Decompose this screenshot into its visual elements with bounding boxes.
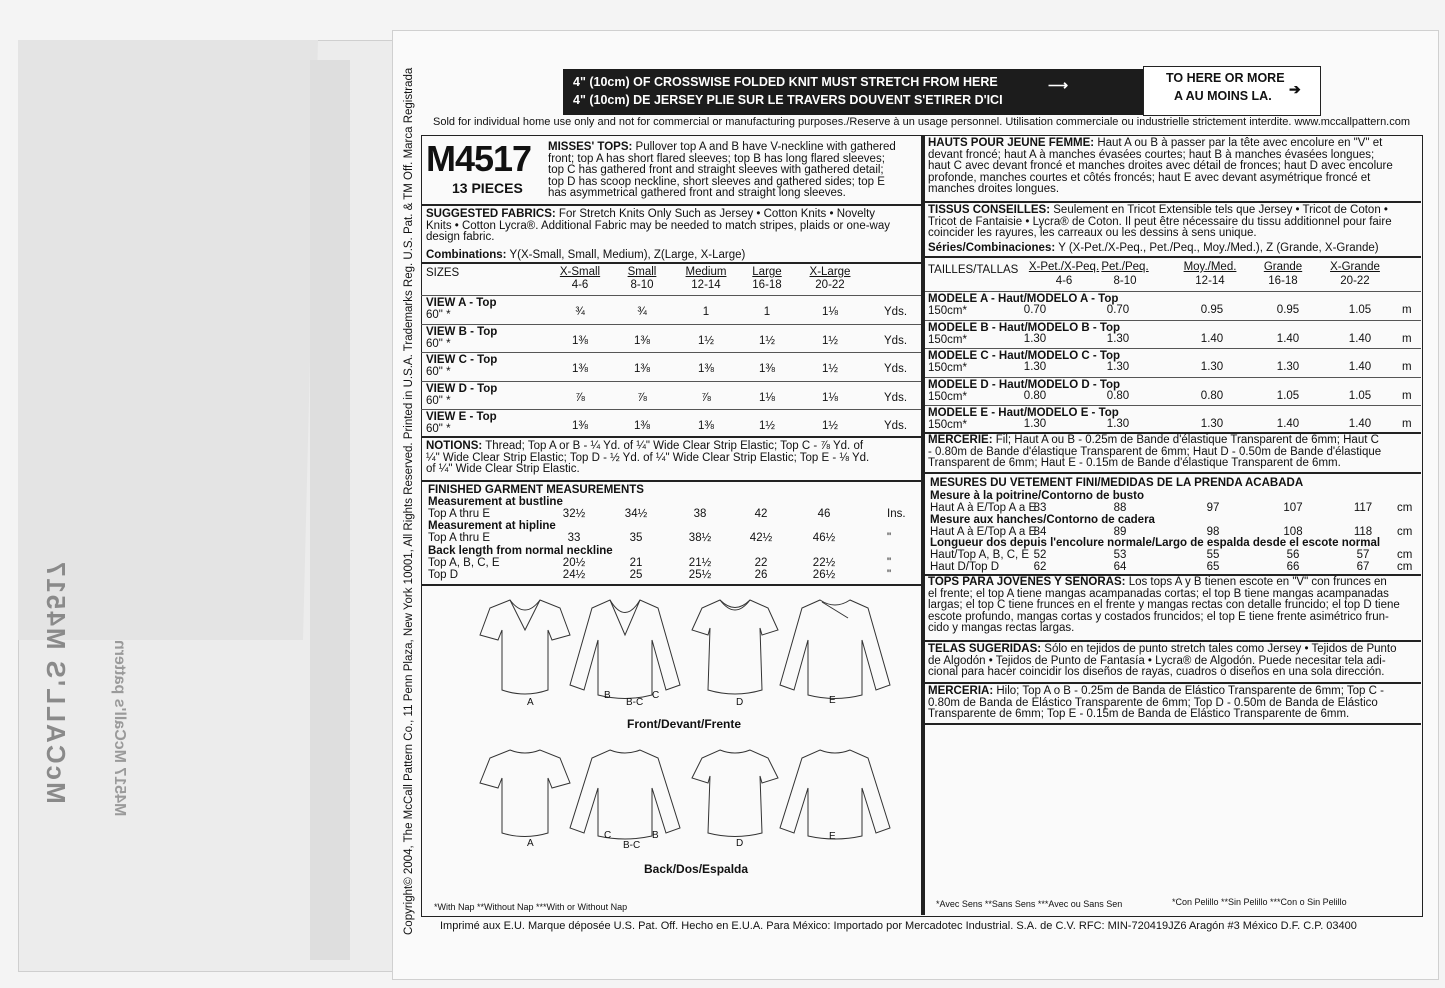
measure-value: 34½ bbox=[624, 508, 648, 520]
stretch-gauge-fr: 4" (10cm) DE JERSEY PLIE SUR LE TRAVERS DOUVENT S'ETIRER D'ICI bbox=[573, 93, 1003, 107]
en-view-yardage: 1 bbox=[702, 306, 710, 318]
stretch-gauge-en: 4" (10cm) OF CROSSWISE FOLDED KNIT MUST STRETCH FROM HERE bbox=[573, 75, 998, 89]
measure-value: 26 bbox=[754, 569, 768, 581]
fr-view-unit: m bbox=[1402, 389, 1412, 402]
en-view-unit: Yds. bbox=[884, 363, 908, 375]
measure-unit: Ins. bbox=[887, 508, 906, 520]
en-fabrics-line: design fabric. bbox=[426, 231, 495, 243]
fr-view-meters: 1.05 bbox=[1348, 389, 1372, 402]
en-notions-title: NOTIONS: bbox=[426, 440, 483, 452]
measure-value: 26½ bbox=[812, 569, 836, 581]
en-view-name: VIEW A - Top bbox=[426, 297, 497, 309]
en-view-yardage: 1½ bbox=[759, 334, 775, 347]
en-view-yardage: ⅞ bbox=[701, 391, 711, 404]
en-notions bbox=[426, 441, 916, 476]
measure-value: 42½ bbox=[749, 532, 773, 544]
top-bc-front-sketch bbox=[570, 600, 680, 699]
en-desc-line: front; top A has short flared sleeves; top B has long flared sleeves; bbox=[548, 152, 885, 165]
usage-notice: Sold for individual home use only and not for commercial or manufacturing purposes./Reserve à un usage personnel. Utilisation commerciale ou industrielle strictement interdite. www.mccallpattern.com bbox=[433, 116, 1411, 128]
fr-series bbox=[928, 242, 1379, 254]
fr-view-meters: 0.80 bbox=[1023, 389, 1047, 402]
fr-view-width: 150cm* bbox=[928, 419, 967, 431]
en-desc-line: Pullover top A and B have V-neckline with gathered bbox=[635, 141, 896, 153]
copyright-vertical: Copyright© 2004, The McCall Pattern Co., 11 Penn Plaza, New York 10001, All Rights Reserved. Printed in U.S.A. Trademarks Reg. U.S. Pat. & TM Off. Marca Registrada bbox=[403, 67, 415, 935]
rule bbox=[421, 262, 921, 264]
en-view-unit: Yds. bbox=[884, 420, 908, 432]
measure-unit: " bbox=[887, 569, 892, 581]
en-view-width: 60" * bbox=[426, 366, 451, 378]
en-view-yardage: ⅞ bbox=[637, 391, 647, 404]
back-caption: Back/Dos/Espalda bbox=[644, 862, 749, 876]
fr-view-width: 150cm* bbox=[928, 333, 967, 346]
row-rule bbox=[421, 295, 921, 296]
measure-label: Haut A à E/Top A a E bbox=[930, 502, 1037, 514]
en-view-width: 60" * bbox=[426, 423, 451, 435]
en-view-yardage: 1½ bbox=[698, 334, 714, 347]
measure-value: 66 bbox=[1286, 561, 1300, 573]
fr-view-meters: 1.40 bbox=[1348, 332, 1372, 345]
top-a-back-sketch bbox=[480, 750, 570, 837]
top-e-front-sketch bbox=[780, 600, 890, 699]
envelope-flap bbox=[18, 40, 318, 640]
fr-size-number: 20-22 bbox=[1340, 275, 1370, 287]
en-view-yardage: 1⅜ bbox=[634, 420, 650, 432]
en-size-number: 4-6 bbox=[571, 279, 589, 291]
fr-view-meters: 1.30 bbox=[1023, 418, 1047, 430]
row-rule bbox=[421, 409, 921, 410]
rule bbox=[925, 723, 1421, 725]
fr-view-unit: m bbox=[1402, 304, 1412, 316]
fr-view-meters: 1.30 bbox=[1023, 361, 1047, 373]
fr-series-title: Séries/Combinaciones: bbox=[928, 242, 1056, 254]
measure-value: 38 bbox=[693, 508, 707, 520]
fr-view-meters: 1.30 bbox=[1200, 418, 1224, 430]
measure-label: Top A thru E bbox=[428, 508, 491, 520]
es-merceria-title: MERCERIA: bbox=[928, 685, 994, 697]
es-tops-line: cido y mangas rectas largas. bbox=[928, 622, 1075, 634]
top-e-back-sketch bbox=[780, 750, 890, 839]
fr-view-name: MODELE C - Haut/MODELO C - Top bbox=[928, 350, 1121, 362]
rule bbox=[421, 436, 921, 438]
fr-view-meters: 1.30 bbox=[1023, 332, 1047, 345]
en-view-yardage: 1⅜ bbox=[698, 420, 714, 432]
fr-size-number: 12-14 bbox=[1195, 275, 1225, 287]
fr-mercerie-line: - 0.80m de Bande d'élastique Transparent de 6mm; Haut D - 0.50m de Bande d'élastique bbox=[928, 445, 1382, 458]
es-telas-line: Sólo en tejidos de punto stretch tales como Jersey • Tejidos de Punto bbox=[1044, 643, 1397, 655]
fr-view-unit: m bbox=[1402, 418, 1412, 430]
fr-view-meters: 0.95 bbox=[1200, 304, 1224, 316]
back-label-c: C bbox=[604, 830, 612, 841]
fr-view-width: 150cm* bbox=[928, 362, 967, 374]
fr-mercerie bbox=[928, 435, 1418, 470]
en-view-yardage: 1½ bbox=[822, 334, 838, 347]
fr-sens-note: *Avec Sens **Sans Sens ***Avec ou Sans Sen bbox=[936, 899, 1123, 909]
fr-view-meters: 1.30 bbox=[1106, 332, 1130, 345]
en-desc-title: MISSES' TOPS: bbox=[548, 141, 633, 153]
envelope-side bbox=[310, 60, 350, 960]
en-bust-title: Measurement at bustline bbox=[428, 496, 563, 508]
measure-value: 52 bbox=[1033, 549, 1047, 561]
measure-value: 42 bbox=[754, 508, 768, 520]
fr-view-width: 150cm* bbox=[928, 390, 967, 403]
fr-desc-line: profonde, manches courtes et côtés froncés; haut E avec devant asymétrique froncé et bbox=[928, 171, 1371, 184]
measure-value: 53 bbox=[1113, 549, 1127, 561]
column-divider bbox=[921, 135, 925, 915]
row-rule bbox=[925, 348, 1421, 349]
es-merceria-line: Hilo; Top A o B - 0.25m de Banda de Elástico Transparente de 6mm; Top C - bbox=[996, 685, 1384, 697]
fr-fabrics bbox=[928, 205, 1418, 240]
measure-unit: cm bbox=[1397, 561, 1413, 573]
fr-bust-title: Mesure à la poitrine/Contorno de busto bbox=[930, 490, 1145, 502]
fr-view-unit: m bbox=[1402, 361, 1412, 373]
measure-value: 89 bbox=[1113, 526, 1127, 538]
fr-desc-line: haut C avec devant froncé et manches droites avec détail de fronces; haut D avec encolure bbox=[928, 160, 1393, 172]
en-view-width: 60" * bbox=[426, 309, 451, 321]
fr-view-meters: 1.40 bbox=[1276, 332, 1300, 345]
measure-value: 22 bbox=[754, 557, 768, 569]
measure-unit: cm bbox=[1397, 549, 1413, 561]
fr-size-name: Pet./Peq. bbox=[1101, 261, 1149, 273]
measure-value: 56 bbox=[1286, 549, 1300, 561]
en-size-name: Large bbox=[752, 266, 782, 278]
arrow-right-icon: ➔ bbox=[1289, 81, 1301, 97]
en-view-yardage: ⅞ bbox=[575, 391, 585, 404]
fr-fabrics-title: TISSUS CONSEILLES: bbox=[928, 204, 1051, 216]
stretch-gauge-bar bbox=[563, 69, 1143, 115]
en-fabrics-line: For Stretch Knits Only Such as Jersey • Cotton Knits • Novelty bbox=[558, 208, 876, 220]
en-back-title: Back length from normal neckline bbox=[428, 545, 613, 557]
measure-value: 21 bbox=[629, 557, 643, 569]
en-size-number: 16-18 bbox=[752, 279, 782, 291]
fr-view-meters: 0.70 bbox=[1023, 304, 1047, 316]
fr-size-name: X-Grande bbox=[1330, 261, 1380, 273]
fr-view-meters: 1.40 bbox=[1348, 361, 1372, 373]
en-view-yardage: 1⅜ bbox=[572, 420, 588, 432]
stretch-arrow-icon: ⟶ bbox=[1048, 77, 1069, 93]
fr-back-title: Longueur dos depuis l'encolure normale/Largo de espalda desde el escote normal bbox=[930, 537, 1381, 549]
measure-value: 57 bbox=[1356, 549, 1370, 561]
fr-view-meters: 1.30 bbox=[1106, 361, 1130, 373]
import-notice: Imprimé aux E.U. Marque déposée U.S. Pat. Off. Hecho en E.U.A. Para México: Importado por Mercadotec Industrial. S.A. de C.V. RFC: MIN-720419JZ6 Aragón #3 México D.F. C.P. 03400 bbox=[440, 920, 1357, 932]
fr-fabrics-line: Seulement en Tricot Extensible tels que Jersey • Tricot de Coton • bbox=[1053, 204, 1388, 216]
en-view-yardage: ¾ bbox=[575, 306, 585, 318]
en-view-yardage: 1⅛ bbox=[822, 306, 838, 318]
fr-sizes-label: TAILLES/TALLAS bbox=[928, 264, 1019, 276]
en-desc-line: top C has gathered front and straight sleeves with gathered detail; bbox=[548, 164, 884, 176]
fr-view-meters: 0.95 bbox=[1276, 304, 1300, 316]
fr-view-meters: 1.40 bbox=[1348, 418, 1372, 430]
en-view-yardage: 1½ bbox=[822, 420, 838, 432]
measure-unit: " bbox=[887, 532, 892, 544]
measure-value: 97 bbox=[1206, 502, 1220, 514]
en-notions-line: of ¼" Wide Clear Strip Elastic. bbox=[426, 463, 580, 475]
row-rule bbox=[421, 381, 921, 382]
en-view-name: VIEW D - Top bbox=[426, 382, 498, 395]
row-rule bbox=[925, 405, 1421, 406]
fr-view-name: MODELE A - Haut/MODELO A - Top bbox=[928, 293, 1119, 305]
front-label-e: E bbox=[829, 695, 836, 706]
front-label-a: A bbox=[527, 697, 534, 708]
en-size-name: Medium bbox=[685, 266, 727, 278]
measure-label: Top A, B, C, E bbox=[428, 557, 500, 569]
measure-value: 20½ bbox=[562, 557, 586, 569]
back-view-sketches bbox=[470, 738, 910, 850]
fr-view-meters: 0.70 bbox=[1106, 304, 1130, 316]
measure-value: 24½ bbox=[562, 569, 586, 581]
es-tops-line: Los tops A y B tienen escote en "V" con frunces en bbox=[1128, 576, 1387, 588]
measure-value: 25½ bbox=[688, 569, 712, 581]
front-label-d: D bbox=[736, 697, 744, 708]
fr-desc-title: HAUTS POUR JEUNE FEMME: bbox=[928, 137, 1095, 149]
measure-value: 67 bbox=[1356, 561, 1370, 573]
front-label-c: C bbox=[652, 690, 660, 701]
row-rule bbox=[925, 320, 1421, 321]
es-telas-line: de Algodón • Tejidos de Punto de Fantasía • Lycra® de Algodón. Puede necesitar tela adi- bbox=[928, 654, 1386, 667]
en-notions-line: ¼" Wide Clear Strip Elastic; Top D - ½ Yd. of ¼" Wide Clear Strip Elastic; Top E - ⅛ Yd. bbox=[426, 451, 870, 464]
es-tops-line: el frente; el top A tiene mangas acampanadas cortas; el top B tiene mangas acampanadas bbox=[928, 587, 1389, 600]
en-view-yardage: 1½ bbox=[759, 420, 775, 432]
row-rule bbox=[421, 352, 921, 353]
rule bbox=[421, 204, 921, 206]
front-view-sketches bbox=[470, 590, 910, 710]
en-combinations bbox=[426, 249, 745, 261]
en-view-name: VIEW C - Top bbox=[426, 354, 498, 366]
fr-desc-line: manches droites longues. bbox=[928, 183, 1060, 195]
es-tops-line: largas; el top C tiene frunces en el frente y mangas rectas con detalle fruncido; el top D tiene bbox=[928, 599, 1400, 611]
fr-view-meters: 1.05 bbox=[1276, 389, 1300, 402]
measure-label: Haut A à E/Top A a E bbox=[930, 526, 1037, 538]
back-label-d: D bbox=[736, 838, 744, 849]
mirror-brand-text: McCALL'S M4517 bbox=[41, 560, 71, 804]
stretch-to-en: TO HERE OR MORE bbox=[1166, 71, 1285, 85]
en-view-yardage: 1⅜ bbox=[634, 334, 650, 347]
en-desc-line: has asymmetrical gathered front and straight long sleeves. bbox=[548, 187, 846, 199]
fr-hip-title: Mesure aux hanches/Contorno de cadera bbox=[930, 514, 1155, 526]
es-merceria bbox=[928, 686, 1418, 721]
en-nap-note: *With Nap **Without Nap ***With or Without Nap bbox=[434, 902, 628, 912]
rule bbox=[925, 201, 1421, 203]
en-hip-title: Measurement at hipline bbox=[428, 520, 556, 532]
fr-size-number: 8-10 bbox=[1113, 275, 1137, 287]
front-label-b: B bbox=[604, 690, 611, 701]
measure-value: 21½ bbox=[688, 557, 712, 569]
measure-label: Top D bbox=[428, 569, 459, 581]
top-bc-back-sketch bbox=[570, 750, 680, 839]
measure-label: Haut/Top A, B, C, E bbox=[930, 549, 1030, 561]
rule bbox=[925, 472, 1421, 474]
measure-value: 65 bbox=[1206, 561, 1220, 573]
pattern-pieces: 13 PIECES bbox=[452, 180, 523, 196]
back-label-e: E bbox=[829, 831, 836, 842]
measure-value: 88 bbox=[1113, 502, 1127, 514]
en-view-name: VIEW B - Top bbox=[426, 325, 498, 338]
rule bbox=[925, 640, 1421, 642]
en-fabrics-line: Knits • Cotton Lycra®. Additional Fabric may be needed to match stripes, plaids or one-way bbox=[426, 219, 890, 232]
fr-desc-line: Haut A ou B à passer par la tête avec encolure en "V" et bbox=[1097, 137, 1383, 149]
en-size-name: Small bbox=[627, 266, 657, 278]
row-rule bbox=[925, 377, 1421, 378]
en-view-yardage: 1⅛ bbox=[822, 391, 838, 404]
row-rule bbox=[421, 324, 921, 325]
measure-value: 84 bbox=[1033, 526, 1047, 538]
measure-value: 98 bbox=[1206, 526, 1220, 538]
en-view-yardage: 1½ bbox=[822, 363, 838, 375]
en-view-unit: Yds. bbox=[884, 306, 908, 318]
measure-value: 33 bbox=[567, 532, 581, 544]
fr-mesures-title: MESURES DU VETEMENT FINI/MEDIDAS DE LA PRENDA ACABADA bbox=[930, 477, 1304, 489]
fr-view-name: MODELE D - Haut/MODELO D - Top bbox=[928, 378, 1121, 391]
fr-view-unit: m bbox=[1402, 332, 1412, 345]
en-size-number: 8-10 bbox=[630, 279, 654, 291]
rule bbox=[925, 682, 1421, 684]
fr-description bbox=[928, 138, 1418, 196]
fr-view-meters: 1.30 bbox=[1276, 361, 1300, 373]
measure-value: 25 bbox=[629, 569, 643, 581]
rule bbox=[421, 584, 921, 586]
measure-value: 38½ bbox=[688, 532, 712, 544]
en-view-yardage: 1⅜ bbox=[698, 363, 714, 375]
measure-unit: cm bbox=[1397, 502, 1413, 514]
en-view-yardage: 1 bbox=[763, 306, 771, 318]
top-a-front-sketch bbox=[480, 600, 570, 694]
en-view-width: 60" * bbox=[426, 394, 451, 407]
en-view-yardage: ¾ bbox=[637, 306, 647, 318]
measure-value: 108 bbox=[1283, 526, 1303, 538]
back-label-a: A bbox=[527, 838, 534, 849]
measure-value: 117 bbox=[1353, 502, 1373, 514]
en-combinations-title: Combinations: bbox=[426, 249, 507, 261]
en-finished-title: FINISHED GARMENT MEASUREMENTS bbox=[428, 484, 644, 496]
en-view-name: VIEW E - Top bbox=[426, 411, 497, 423]
es-telas-title: TELAS SUGERIDAS: bbox=[928, 643, 1042, 655]
es-merceria-line: Transparente de 6mm; Top E - 0.15m de Banda de Elástico Transparente de 6mm. bbox=[928, 708, 1350, 720]
measure-value: 64 bbox=[1113, 561, 1127, 573]
fr-series-value: Y (X-Pet./X-Peq., Pet./Peq., Moy./Med.), Z (Grande, X-Grande) bbox=[1058, 242, 1379, 254]
en-view-yardage: 1⅜ bbox=[572, 334, 588, 347]
fr-mercerie-title: MERCERIE: bbox=[928, 434, 993, 446]
measure-value: 22½ bbox=[812, 557, 836, 569]
fr-view-name: MODELE B - Haut/MODELO B - Top bbox=[928, 321, 1121, 334]
measure-label: Haut D/Top D bbox=[930, 561, 1000, 573]
front-caption: Front/Devant/Frente bbox=[627, 717, 742, 731]
en-description bbox=[548, 142, 916, 200]
measure-value: 62 bbox=[1033, 561, 1047, 573]
fr-view-meters: 1.30 bbox=[1200, 361, 1224, 373]
fr-size-number: 16-18 bbox=[1268, 275, 1298, 287]
fr-mercerie-line: Transparent de 6mm; Haut E - 0.15m de Bande d'élastique Transparent de 6mm. bbox=[928, 457, 1341, 469]
measure-unit: cm bbox=[1397, 526, 1413, 538]
measure-unit: " bbox=[887, 557, 892, 569]
fr-view-meters: 1.40 bbox=[1200, 332, 1224, 345]
en-view-unit: Yds. bbox=[884, 391, 908, 404]
measure-value: 46 bbox=[817, 508, 831, 520]
fr-view-name: MODELE E - Haut/MODELO E - Top bbox=[928, 407, 1119, 419]
fr-fabrics-line: coincider les rayures, les carreaux ou les dessins à sens unique. bbox=[928, 227, 1257, 239]
fr-view-meters: 1.05 bbox=[1348, 304, 1372, 316]
en-fabrics bbox=[426, 209, 916, 244]
fr-desc-line: devant froncé; haut A à manches évasées courtes; haut B à manches évasées longues; bbox=[928, 148, 1375, 161]
top-d-back-sketch bbox=[692, 750, 778, 837]
en-view-yardage: 1⅜ bbox=[634, 363, 650, 375]
measure-value: 107 bbox=[1283, 502, 1303, 514]
es-merceria-line: 0.80m de Banda de Elástico Transparente de 6mm; Top D - 0.50m de Banda de Elástico bbox=[928, 696, 1378, 709]
fr-view-meters: 0.80 bbox=[1106, 389, 1130, 402]
front-label-bc: B-C bbox=[626, 697, 644, 708]
stretch-to-fr: A AU MOINS LA. bbox=[1174, 89, 1272, 103]
en-size-number: 20-22 bbox=[815, 279, 845, 291]
measure-value: 83 bbox=[1033, 502, 1047, 514]
pattern-number: M4517 bbox=[426, 138, 532, 179]
row-rule bbox=[925, 291, 1421, 292]
back-label-b: B bbox=[652, 830, 659, 841]
fr-view-width: 150cm* bbox=[928, 305, 967, 317]
es-tops bbox=[928, 577, 1418, 635]
measure-value: 32½ bbox=[562, 508, 586, 520]
measure-value: 118 bbox=[1353, 526, 1373, 538]
en-view-yardage: 1⅛ bbox=[759, 391, 775, 404]
es-telas bbox=[928, 644, 1418, 679]
es-telas-line: cional para hacer coincidir los diseños de rayas, cuadros o diseños en una sola dirección. bbox=[928, 666, 1385, 678]
en-desc-line: top D has scoop neckline, short sleeves and gathered sides; top E bbox=[548, 175, 885, 188]
fr-size-name: Grande bbox=[1263, 261, 1303, 273]
rule bbox=[421, 480, 921, 482]
fr-view-meters: 1.40 bbox=[1276, 418, 1300, 430]
en-sizes-label: SIZES bbox=[426, 267, 460, 279]
measure-value: 46½ bbox=[812, 532, 836, 544]
fr-view-meters: 0.80 bbox=[1200, 389, 1224, 402]
en-size-name: X-Small bbox=[559, 266, 601, 278]
measure-value: 55 bbox=[1206, 549, 1220, 561]
fr-size-name: X-Pet./X-Peq. bbox=[1028, 261, 1100, 273]
fr-view-meters: 1.30 bbox=[1106, 418, 1130, 430]
fr-fabrics-line: Tricot de Fantaisie • Lycra® de Coton. Il peut être nécessaire du tissu additionnel pour faire bbox=[928, 215, 1392, 228]
en-view-yardage: 1⅜ bbox=[759, 363, 775, 375]
rule bbox=[925, 256, 1421, 258]
stretch-gauge-end bbox=[1143, 66, 1321, 116]
en-fabrics-title: SUGGESTED FABRICS: bbox=[426, 208, 556, 220]
measure-label: Top A thru E bbox=[428, 532, 491, 544]
es-tops-title: TOPS PARA JOVENES Y SEÑORAS: bbox=[928, 576, 1126, 588]
fr-size-number: 4-6 bbox=[1055, 275, 1073, 287]
es-pelillo-note: *Con Pelillo **Sin Pelillo ***Con o Sin Pelillo bbox=[1172, 897, 1347, 907]
en-size-name: X-Large bbox=[809, 266, 851, 278]
en-view-yardage: 1⅜ bbox=[572, 363, 588, 375]
en-notions-line: Thread; Top A or B - ¼ Yd. of ¼" Wide Clear Strip Elastic; Top C - ⅞ Yd. of bbox=[485, 440, 864, 452]
measure-value: 35 bbox=[629, 532, 643, 544]
mirror-sub-text: M4517 McCall's pattern bbox=[111, 640, 128, 817]
back-label-bc: B-C bbox=[623, 840, 641, 851]
fr-mercerie-line: Fil; Haut A ou B - 0.25m de Bande d'élastique Transparent de 6mm; Haut C bbox=[995, 434, 1379, 446]
en-combinations-value: Y(X-Small, Small, Medium), Z(Large, X-Large) bbox=[509, 249, 746, 261]
es-tops-line: escote profundo, mangas cortas y costados fruncidos; el top E tiene frente asimétrico frun- bbox=[928, 610, 1389, 623]
fr-size-name: Moy./Med. bbox=[1183, 261, 1237, 273]
en-size-number: 12-14 bbox=[691, 279, 721, 291]
en-view-unit: Yds. bbox=[884, 334, 908, 347]
en-view-width: 60" * bbox=[426, 337, 451, 350]
top-d-front-sketch bbox=[692, 600, 778, 694]
